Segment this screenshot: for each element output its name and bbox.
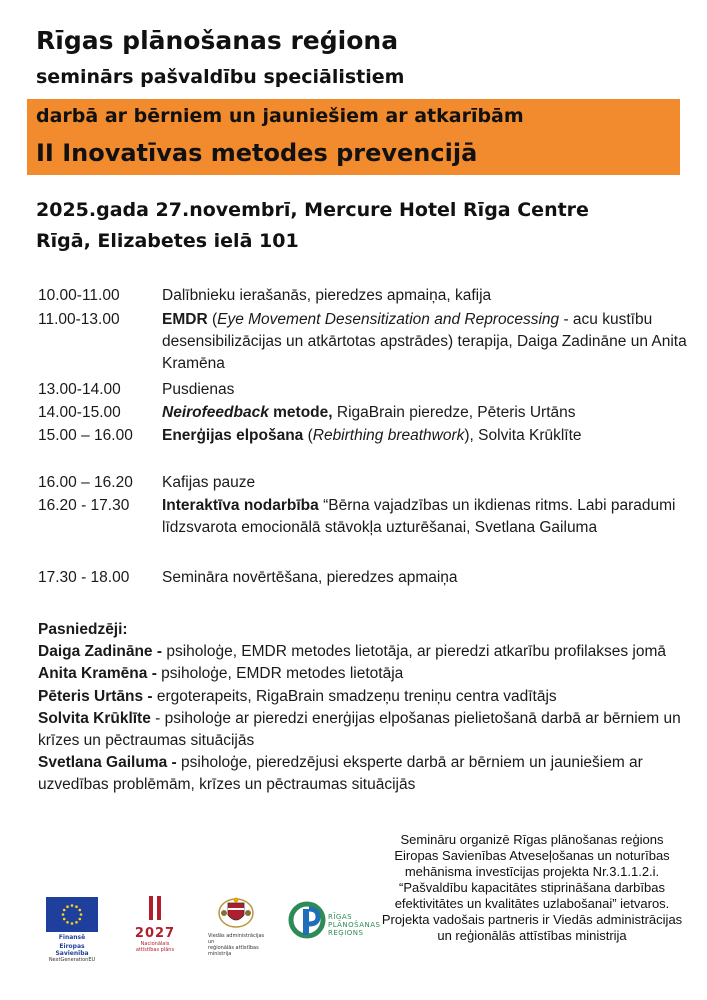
schedule-italic: Eye Movement Desensitization and Reprocessing — [217, 311, 560, 328]
rpr-line-1: RĪGAS — [328, 913, 353, 921]
schedule-text: Semināra novērtēšana, pieredzes apmaiņa — [162, 569, 458, 586]
orange-title-band — [27, 99, 680, 175]
schedule-text-2: RigaBrain pieredze, Pēteris Urtāns — [332, 404, 576, 421]
schedule-row — [38, 379, 688, 402]
schedule-row — [38, 425, 688, 472]
schedule — [38, 285, 688, 589]
eu-logo-line-2: Eiropas Savienība — [55, 943, 89, 957]
teacher-item — [38, 641, 698, 663]
teacher-name: Anita Kramēna - — [38, 665, 157, 683]
varam-logo — [200, 895, 272, 957]
eu-funding-logo — [46, 897, 98, 963]
eu-logo-line-1: Finansē — [58, 934, 86, 941]
teacher-desc: psiholoģe, EMDR metodes lietotāja — [156, 665, 404, 683]
schedule-text-2: ), Solvita Krūklīte — [464, 427, 582, 444]
schedule-time: 11.00-13.00 — [38, 311, 120, 328]
nap-text-2: attīstības plāns — [135, 947, 175, 953]
schedule-text: Dalībnieku ierašanās, pieredzes apmaiņa, kafija — [162, 287, 492, 304]
schedule-bold-italic: Neirofeedback — [162, 404, 269, 421]
schedule-desc — [162, 472, 688, 495]
event-location: Rīgā, Elizabetes ielā 101 — [36, 230, 299, 252]
schedule-row — [38, 309, 688, 379]
schedule-text: ( — [303, 427, 313, 444]
schedule-desc — [162, 379, 688, 402]
teachers-heading: Pasniedzēji: — [38, 621, 128, 638]
schedule-row — [38, 495, 688, 567]
coat-of-arms-icon — [217, 895, 255, 929]
schedule-time: 15.00 – 16.00 — [38, 427, 133, 444]
teacher-item — [38, 752, 698, 796]
event-date-location — [36, 195, 589, 257]
schedule-time: 17.30 - 18.00 — [38, 569, 130, 586]
schedule-bold: Interaktīva nodarbība — [162, 497, 319, 514]
teacher-item — [38, 663, 698, 685]
schedule-row — [38, 472, 688, 495]
schedule-italic: Rebirthing breathwork — [312, 427, 465, 444]
schedule-desc — [162, 425, 688, 472]
band-line-1: darbā ar bērniem un jauniešiem ar atkarībām — [36, 105, 524, 127]
varam-text-3: ministrija — [208, 951, 232, 957]
schedule-text: Kafijas pauze — [162, 474, 256, 491]
band-line-2: II Inovatīvas metodes prevencijā — [36, 139, 478, 167]
rpr-logo — [288, 900, 393, 944]
schedule-bold: Enerģijas elpošana — [162, 427, 304, 444]
teacher-name: Daiga Zadināne - — [38, 643, 163, 661]
schedule-row — [38, 567, 688, 589]
teacher-item — [38, 708, 698, 752]
schedule-bold: metode, — [268, 404, 333, 421]
schedule-time: 10.00-11.00 — [38, 287, 120, 304]
schedule-text: ( — [207, 311, 218, 328]
schedule-text-2: - acu kustību desensibilizācijas un atkārtotas apstrādes) terapija, Daiga Zadināne un Anita Kramēna — [162, 311, 687, 372]
varam-text-2: reģionālās attīstības — [208, 945, 259, 951]
nap-bars-icon — [145, 896, 165, 920]
schedule-text: Pusdienas — [162, 381, 235, 398]
teacher-name: Pēteris Urtāns - — [38, 687, 153, 705]
nap-2027-logo — [130, 896, 180, 953]
schedule-bold: EMDR — [162, 311, 208, 328]
teacher-name: Solvita Krūklīte — [38, 709, 151, 727]
schedule-row — [38, 285, 688, 309]
event-date: 2025.gada 27.novembrī, Mercure Hotel Rīga Centre — [36, 199, 589, 221]
schedule-time: 16.00 – 16.20 — [38, 474, 133, 491]
nap-year: 2027 — [134, 926, 176, 941]
rpr-emblem-icon — [288, 900, 326, 940]
schedule-desc — [162, 567, 688, 589]
schedule-row — [38, 402, 688, 425]
schedule-desc — [162, 309, 688, 379]
schedule-desc — [162, 285, 688, 309]
page-subtitle: seminārs pašvaldību speciālistiem — [36, 66, 405, 88]
schedule-time: 13.00-14.00 — [38, 381, 121, 398]
nap-text-1: Nacionālais — [140, 941, 170, 947]
rpr-line-2: PLĀNOŠANAS — [328, 921, 381, 929]
teacher-name: Svetlana Gailuma - — [38, 754, 177, 772]
teacher-desc: psiholoģe, pieredzējusi eksperte darbā ar bērniem un jauniešiem ar uzvedības problēmām, krīzes un pēctraumas situācijās — [38, 754, 643, 794]
schedule-desc — [162, 402, 688, 425]
schedule-time: 14.00-15.00 — [38, 404, 121, 421]
eu-flag-icon — [46, 897, 98, 932]
schedule-desc — [162, 495, 688, 567]
schedule-time: 16.20 - 17.30 — [38, 497, 130, 514]
teacher-desc: psiholoģe, EMDR metodes lietotāja, ar pieredzi atkarību profilakses jomā — [162, 643, 667, 661]
varam-text-1: Viedās administrācijas un — [208, 933, 265, 945]
teacher-item — [38, 686, 698, 708]
schedule-text: “Bērna vajadzības un ikdienas ritms. Labi paradumi līdzsvarota emocionālā stāvokļa uzturēšanai, Svetlana Gailuma — [162, 497, 676, 536]
teachers-section — [38, 619, 698, 797]
rpr-line-3: REĢIONS — [328, 929, 364, 937]
rpr-text — [328, 913, 381, 937]
organizer-note: Semināru organizē Rīgas plānošanas reģions Eiropas Savienības Atveseļošanas un noturības mehānisma investīcijas projekta Nr.3.1.1.2.i. “Pašvaldību kapacitātes stiprināšana darbības efektivitātes un kvalitātes uzlabošanai” ietvaros. Projekta vadošais partneris ir Viedās administrācijas un reģionālās attīstības ministrija — [381, 832, 683, 943]
page-title: Rīgas plānošanas reģiona — [36, 26, 399, 55]
teacher-desc: ergoterapeits, RigaBrain smadzeņu treniņu centra vadītājs — [152, 687, 557, 705]
teacher-desc: - psiholoģe ar pieredzi enerģijas elpošanas pielietošanā darbā ar bērniem un krīzes un pēctraumas situācijās — [38, 709, 681, 750]
eu-logo-line-3: NextGenerationEU — [48, 957, 96, 963]
